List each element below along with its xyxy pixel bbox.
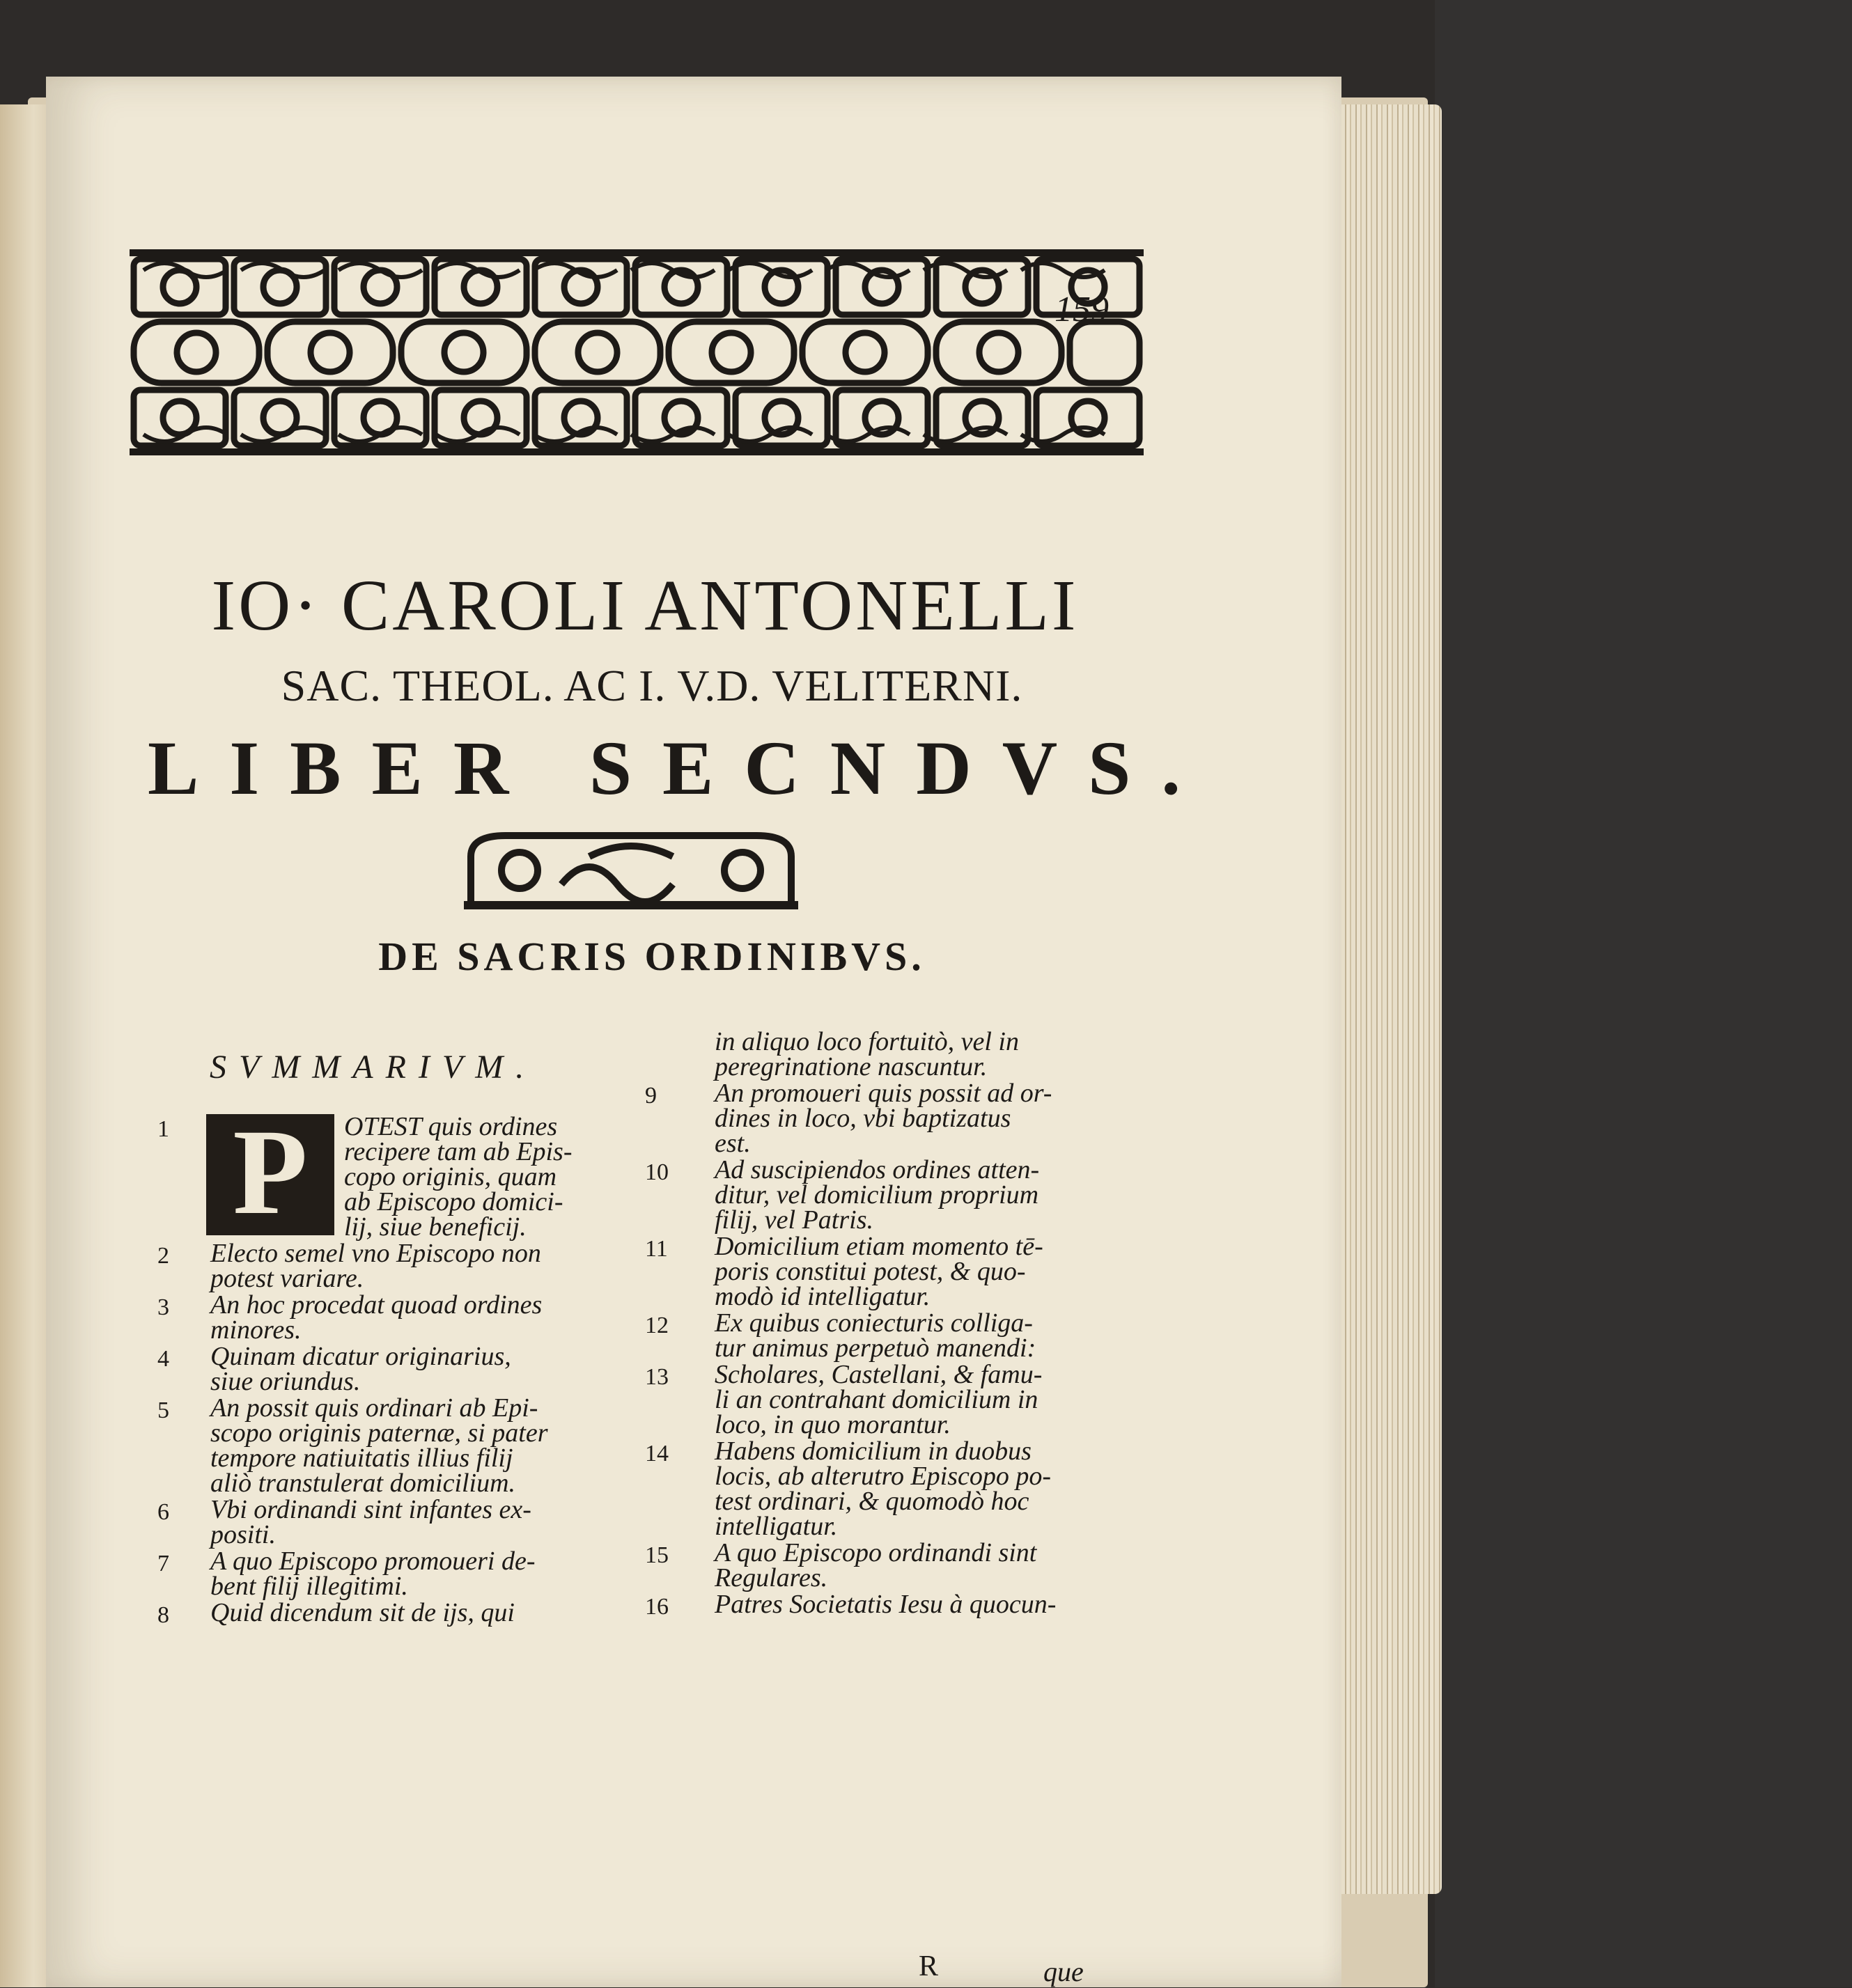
ornament-small [464,829,798,912]
entry-line: siue oriundus. [210,1367,361,1396]
entry-line: Domicilium etiam momento tē- [715,1232,1043,1261]
catchword: que [1043,1956,1084,1987]
dropcap-initial [206,1104,334,1240]
summary-column-right [645,1029,1146,1618]
entry-line: lij, siue beneficij. [344,1212,527,1242]
entry-line: peregrinatione nascuntur. [715,1052,988,1081]
entry-text [715,1540,1146,1590]
entry-line: tempore natiuitatis illius filij [210,1443,513,1473]
entry-line: aliò transtulerat domicilium. [210,1469,516,1498]
summary-column-left [157,1104,645,1628]
entry-text [210,1497,645,1547]
entry-line: modò id intelligatur. [715,1282,931,1311]
book-page [46,77,1341,1987]
entry-text [210,1344,645,1394]
dropcap-letter: P [233,1104,308,1240]
summary-entry [645,1029,1146,1079]
entry-line: Quinam dicatur originarius, [210,1342,511,1371]
entry-line: intelligatur. [715,1512,838,1541]
entry-number: 3 [157,1294,169,1320]
entry-number: 6 [157,1499,169,1525]
summary-entry [157,1549,645,1599]
entry-text [210,1241,645,1291]
entry-number: 16 [645,1594,669,1620]
summary-entry [157,1395,645,1496]
entry-line: Habens domicilium in duobus [715,1437,1032,1466]
entry-text [715,1439,1146,1539]
ornament-band [130,249,1144,455]
page-number: 159 [1055,290,1109,329]
entry-number: 13 [645,1364,669,1390]
entry-line: Regulares. [715,1563,828,1592]
summary-entry [157,1497,645,1547]
entry-line: Electo semel vno Episcopo non [210,1239,541,1268]
entry-text [715,1234,1146,1309]
summary-entry [645,1439,1146,1539]
page-edges [1330,104,1442,1894]
section-heading: DE SACRIS ORDINIBVS. [378,934,926,979]
entry-number: 2 [157,1243,169,1269]
entry-line: tur animus perpetuò manendi: [715,1333,1036,1363]
entry-number: 1 [157,1116,169,1142]
entry-line: Quid dicendum sit de ijs, qui [210,1598,515,1627]
entry-number: 15 [645,1542,669,1568]
entry-number: 10 [645,1159,669,1185]
entry-line: copo originis, quam [344,1162,557,1191]
entry-line: li an contrahant domicilium in [715,1385,1038,1414]
entry-line: positi. [210,1520,276,1549]
entry-number: 7 [157,1551,169,1576]
summary-entry [645,1234,1146,1309]
entry-line: potest variare. [210,1264,364,1293]
entry-line: ab Episcopo domici- [344,1187,563,1216]
entry-text [210,1600,645,1625]
entry-text [210,1549,645,1599]
entry-line: A quo Episcopo promoueri de- [210,1547,536,1576]
summary-entry [645,1155,1146,1235]
entry-line: Scholares, Castellani, & famu- [715,1360,1043,1389]
entry-text [715,1592,1146,1617]
entry-line: loco, in quo morantur. [715,1410,951,1439]
summary-entry [157,1241,645,1291]
entry-line: poris constitui potest, & quo- [715,1257,1026,1286]
entry-text [210,1292,645,1343]
entry-text [715,1310,1146,1361]
entry-number: 11 [645,1236,668,1262]
entry-line: An promoueri quis possit ad or- [715,1079,1052,1108]
entry-line: OTEST quis ordines [344,1112,558,1141]
entry-text [715,1362,1146,1437]
entry-text [715,1155,1146,1235]
entry-line: bent filij illegitimi. [210,1572,408,1601]
entry-number: 9 [645,1083,657,1109]
entry-line: Vbi ordinandi sint infantes ex- [210,1495,531,1524]
entry-text [715,1081,1146,1156]
entry-line: ditur, vel domicilium proprium [715,1180,1039,1210]
summary-entry [157,1344,645,1394]
entry-line: minores. [210,1315,302,1345]
summary-entry [157,1598,645,1628]
entry-line: recipere tam ab Epis- [344,1137,573,1166]
entry-line: scopo originis paternæ, si pater [210,1418,548,1448]
entry-number: 5 [157,1398,169,1423]
entry-text [210,1395,645,1496]
title-book: LIBER SECNDVS. [148,726,1211,811]
summary-heading: SVMMARIVM. [210,1049,537,1086]
entry-text [210,1104,645,1242]
entry-line: est. [715,1129,751,1158]
dark-background [1435,0,1852,1987]
entry-number: 4 [157,1346,169,1372]
summary-entry [645,1310,1146,1361]
entry-line: Ad suscipiendos ordines atten- [715,1155,1040,1184]
entry-line: test ordinari, & quomodò hoc [715,1487,1029,1516]
title-author: IO· CAROLI ANTONELLI [211,565,1079,645]
entry-line: An hoc procedat quoad ordines [210,1290,543,1320]
entry-line: dines in loco, vbi baptizatus [715,1104,1011,1133]
summary-entry [645,1081,1146,1156]
summary-entry [157,1292,645,1343]
summary-entry [645,1362,1146,1437]
signature-mark: R [919,1950,939,1982]
entry-number: 8 [157,1602,169,1628]
entry-number: 14 [645,1441,669,1466]
summary-entry [645,1540,1146,1590]
entry-line: Patres Societatis Iesu à quocun- [715,1590,1057,1619]
entry-line: Ex quibus coniecturis colliga- [715,1308,1033,1338]
summary-entry [157,1104,645,1242]
entry-line: locis, ab alterutro Episcopo po- [715,1462,1052,1491]
entry-line: An possit quis ordinari ab Epi- [210,1393,538,1423]
entry-text [715,1029,1146,1079]
entry-line: in aliquo loco fortuitò, vel in [715,1027,1019,1056]
entry-line: A quo Episcopo ordinandi sint [715,1538,1037,1567]
entry-number: 12 [645,1313,669,1338]
title-credentials: SAC. THEOL. AC I. V.D. VELITERNI. [281,661,1023,710]
summary-entry [645,1590,1146,1620]
entry-line: filij, vel Patris. [715,1205,873,1235]
